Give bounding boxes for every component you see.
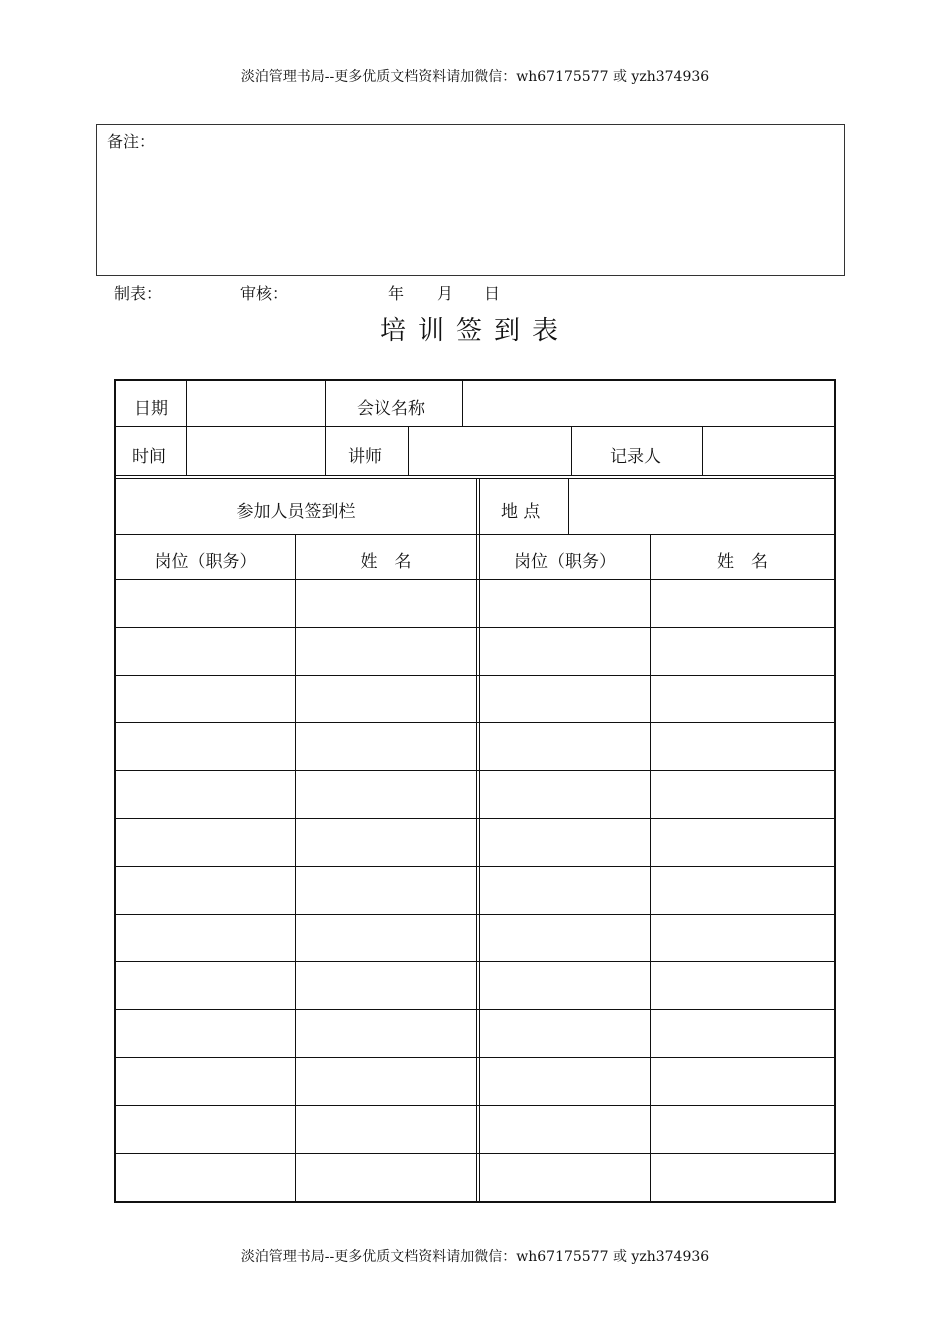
position-entry-cell[interactable] [480, 1058, 650, 1105]
name-entry-cell[interactable] [651, 962, 834, 1009]
name-entry-cell[interactable] [651, 1058, 834, 1105]
name-entry-cell[interactable] [296, 867, 476, 914]
name-entry-cell[interactable] [296, 962, 476, 1009]
day-label: 日 [484, 284, 501, 303]
year-label: 年 [388, 284, 405, 303]
page-footer-watermark: 淡泊管理书局--更多优质文档资料请加微信：wh67175577 或 yzh374936 [240, 1249, 710, 1265]
column-header-name: 姓 名 [717, 552, 768, 572]
position-entry-cell[interactable] [480, 915, 650, 962]
name-entry-cell[interactable] [296, 1106, 476, 1153]
position-entry-cell[interactable] [480, 1154, 650, 1201]
name-entry-cell[interactable] [651, 676, 834, 723]
column-header-position: 岗位（职务） [514, 552, 616, 572]
position-entry-cell[interactable] [116, 628, 295, 675]
meeting-name-label: 会议名称 [357, 399, 425, 419]
name-entry-cell[interactable] [651, 580, 834, 627]
col-divider [476, 478, 477, 1201]
attendee-section-label: 参加人员签到栏 [236, 502, 356, 522]
remarks-box[interactable] [96, 124, 845, 276]
position-entry-cell[interactable] [116, 1106, 295, 1153]
name-entry-cell[interactable] [651, 867, 834, 914]
name-entry-cell[interactable] [651, 915, 834, 962]
name-entry-cell[interactable] [651, 819, 834, 866]
position-entry-cell[interactable] [480, 819, 650, 866]
column-header-position: 岗位（职务） [154, 552, 257, 572]
name-entry-cell[interactable] [651, 628, 834, 675]
name-entry-cell[interactable] [296, 1058, 476, 1105]
position-entry-cell[interactable] [116, 1058, 295, 1105]
made-by-label: 制表： [114, 284, 163, 303]
name-entry-cell[interactable] [296, 1010, 476, 1057]
time-input[interactable] [187, 427, 325, 475]
lecturer-label: 讲师 [348, 447, 382, 467]
name-entry-cell[interactable] [296, 819, 476, 866]
page-header-watermark: 淡泊管理书局--更多优质文档资料请加微信：wh67175577 或 yzh374936 [240, 69, 710, 85]
row-divider [116, 534, 834, 535]
position-entry-cell[interactable] [480, 1106, 650, 1153]
remarks-label: 备注： [107, 132, 156, 151]
position-entry-cell[interactable] [116, 1010, 295, 1057]
position-entry-cell[interactable] [480, 867, 650, 914]
position-entry-cell[interactable] [116, 867, 295, 914]
date-label: 日期 [134, 399, 168, 419]
position-entry-cell[interactable] [116, 962, 295, 1009]
position-entry-cell[interactable] [116, 723, 295, 770]
position-entry-cell[interactable] [480, 628, 650, 675]
time-label: 时间 [132, 447, 166, 467]
position-entry-cell[interactable] [116, 580, 295, 627]
column-header-name: 姓 名 [360, 552, 412, 572]
reviewed-by-label: 审核： [240, 284, 289, 303]
name-entry-cell[interactable] [651, 1106, 834, 1153]
position-entry-cell[interactable] [116, 1154, 295, 1201]
name-entry-cell[interactable] [296, 915, 476, 962]
month-label: 月 [437, 284, 454, 303]
position-entry-cell[interactable] [116, 819, 295, 866]
position-entry-cell[interactable] [116, 771, 295, 818]
name-entry-cell[interactable] [296, 1154, 476, 1201]
lecturer-input[interactable] [409, 427, 571, 475]
name-entry-cell[interactable] [651, 771, 834, 818]
sign-in-table [114, 379, 836, 1203]
position-entry-cell[interactable] [480, 723, 650, 770]
date-input[interactable] [187, 381, 325, 426]
meeting-name-input[interactable] [463, 381, 834, 426]
recorder-label: 记录人 [610, 447, 661, 467]
location-input[interactable] [569, 479, 834, 534]
name-entry-cell[interactable] [651, 723, 834, 770]
position-entry-cell[interactable] [116, 915, 295, 962]
position-entry-cell[interactable] [116, 676, 295, 723]
name-entry-cell[interactable] [296, 580, 476, 627]
row-divider [116, 475, 834, 476]
name-entry-cell[interactable] [296, 628, 476, 675]
position-entry-cell[interactable] [480, 962, 650, 1009]
name-entry-cell[interactable] [296, 723, 476, 770]
position-entry-cell[interactable] [480, 1010, 650, 1057]
name-entry-cell[interactable] [296, 676, 476, 723]
position-entry-cell[interactable] [480, 580, 650, 627]
name-entry-cell[interactable] [651, 1154, 834, 1201]
location-label: 地 点 [501, 502, 541, 522]
name-entry-cell[interactable] [296, 771, 476, 818]
col-divider [325, 381, 326, 476]
position-entry-cell[interactable] [480, 771, 650, 818]
form-title: 培训签到表 [379, 316, 570, 346]
name-entry-cell[interactable] [651, 1010, 834, 1057]
col-divider [571, 427, 572, 476]
position-entry-cell[interactable] [480, 676, 650, 723]
recorder-input[interactable] [703, 427, 834, 475]
